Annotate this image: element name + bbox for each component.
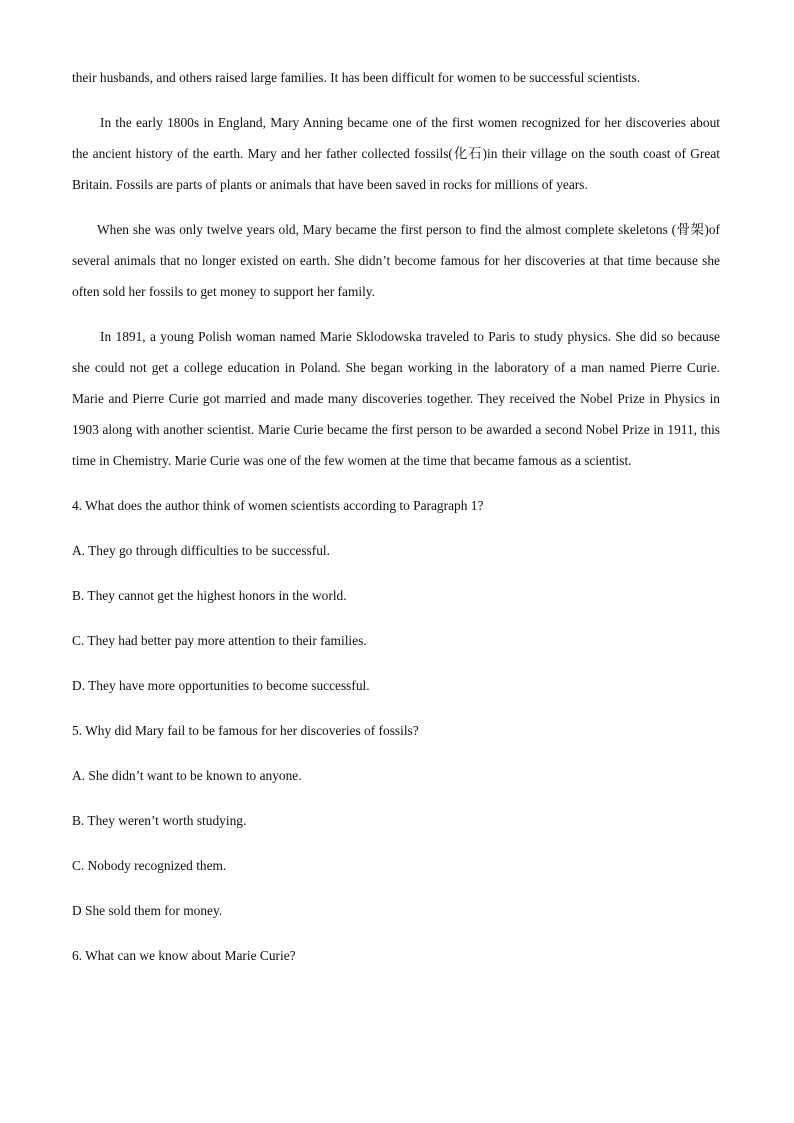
question-6	[72, 940, 720, 971]
passage-paragraph-3: When she was only twelve years old, Mary became the first person to find the almost complete skeletons (骨架)of several animals that no longer existed on earth. She didn’t become famous for her discoveries at that time because she often sold her fossils to get money to support her family.	[72, 222, 720, 299]
question-5-option-b: B. They weren’t worth studying.	[72, 813, 247, 828]
document-content	[72, 62, 720, 985]
question-5-option-d: D She sold them for money.	[72, 903, 223, 918]
question-4-option-d: D. They have more opportunities to become successful.	[72, 678, 370, 693]
question-5-option-c: C. Nobody recognized them.	[72, 858, 227, 873]
question-5-stem: 5. Why did Mary fail to be famous for her discoveries of fossils?	[72, 723, 419, 738]
question-4	[72, 490, 720, 701]
passage-paragraph-1: their husbands, and others raised large families. It has been difficult for women to be successful scientists.	[72, 70, 641, 85]
question-6-stem: 6. What can we know about Marie Curie?	[72, 948, 296, 963]
question-4-option-a: A. They go through difficulties to be successful.	[72, 543, 330, 558]
passage-paragraph-4: In 1891, a young Polish woman named Marie Sklodowska traveled to Paris to study physics. She did so because she could not get a college education in Poland. She began working in the laboratory of a man named Pierre Curie. Marie and Pierre Curie got married and made many discoveries together. They received the Nobel Prize in Physics in 1903 along with another scientist. Marie Curie became the first person to be awarded a second Nobel Prize in 1911, this time in Chemistry. Marie Curie was one of the few women at the time that became famous as a scientist.	[72, 329, 720, 468]
passage-paragraph-2: In the early 1800s in England, Mary Anning became one of the first women recognized for her discoveries about the ancient history of the earth. Mary and her father collected fossils(化石)in their village on the south coast of Great Britain. Fossils are parts of plants or animals that have been saved in rocks for millions of years.	[72, 115, 720, 192]
question-4-stem: 4. What does the author think of women scientists according to Paragraph 1?	[72, 498, 484, 513]
question-4-option-b: B. They cannot get the highest honors in the world.	[72, 588, 347, 603]
question-5-option-a: A. She didn’t want to be known to anyone.	[72, 768, 302, 783]
question-4-option-c: C. They had better pay more attention to their families.	[72, 633, 367, 648]
question-5	[72, 715, 720, 926]
